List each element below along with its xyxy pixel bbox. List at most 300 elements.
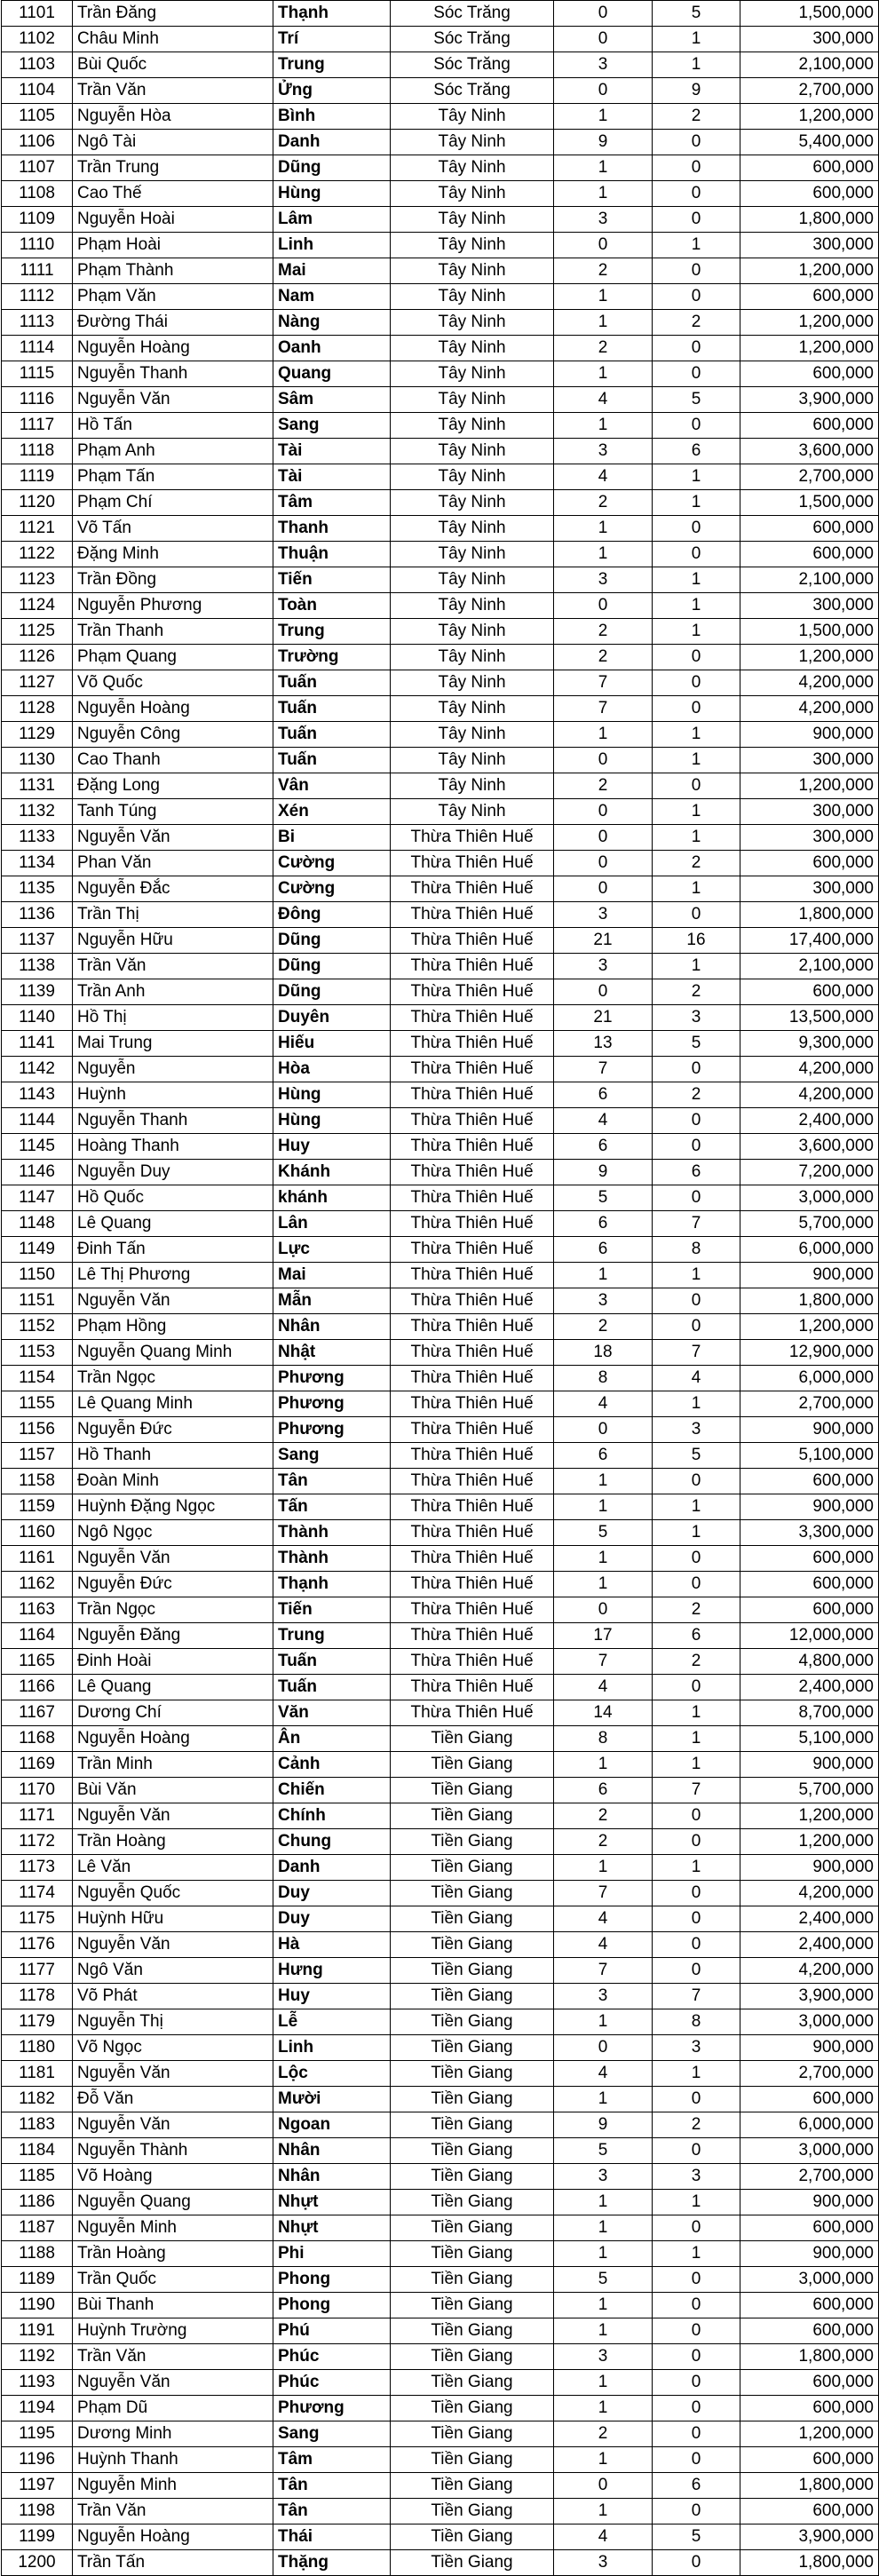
- table-row: [2, 2447, 879, 2473]
- amount-cell: 3,600,000: [740, 439, 879, 464]
- table-row: [2, 1623, 879, 1649]
- given-name-cell: Lễ: [273, 2009, 391, 2035]
- count-a-cell: 2: [554, 1829, 653, 1855]
- province-cell: Tiền Giang: [391, 2267, 554, 2293]
- surname-cell: Huỳnh Hữu: [73, 1906, 273, 1932]
- surname-cell: Nguyễn Văn: [73, 825, 273, 851]
- province-cell: Thừa Thiên Huế: [391, 1417, 554, 1443]
- count-a-cell: 1: [554, 2009, 653, 2035]
- table-row: [2, 1520, 879, 1546]
- table-row: [2, 1726, 879, 1752]
- given-name-cell: Toàn: [273, 593, 391, 619]
- count-a-cell: 7: [554, 1649, 653, 1675]
- count-a-cell: 2: [554, 336, 653, 361]
- count-b-cell: 7: [653, 1340, 740, 1366]
- province-cell: Thừa Thiên Huế: [391, 1623, 554, 1649]
- given-name-cell: Nhân: [273, 2164, 391, 2190]
- stt-cell: 1142: [2, 1057, 73, 1082]
- province-cell: Thừa Thiên Huế: [391, 1237, 554, 1263]
- stt-cell: 1111: [2, 258, 73, 284]
- amount-cell: 2,400,000: [740, 1906, 879, 1932]
- amount-cell: 600,000: [740, 2215, 879, 2241]
- province-cell: Tiền Giang: [391, 2087, 554, 2112]
- province-cell: Tây Ninh: [391, 645, 554, 670]
- stt-cell: 1139: [2, 979, 73, 1005]
- table-row: [2, 2087, 879, 2112]
- stt-cell: 1126: [2, 645, 73, 670]
- surname-cell: Đặng Long: [73, 773, 273, 799]
- table-row: [2, 1752, 879, 1778]
- count-b-cell: 3: [653, 1005, 740, 1031]
- count-a-cell: 4: [554, 2524, 653, 2550]
- surname-cell: Châu Minh: [73, 27, 273, 52]
- count-a-cell: 9: [554, 1160, 653, 1185]
- province-cell: Tiền Giang: [391, 1726, 554, 1752]
- table-row: [2, 1906, 879, 1932]
- province-cell: Tiền Giang: [391, 1906, 554, 1932]
- surname-cell: Phạm Hồng: [73, 1314, 273, 1340]
- count-b-cell: 6: [653, 2473, 740, 2499]
- count-b-cell: 1: [653, 748, 740, 773]
- given-name-cell: Mẫn: [273, 1288, 391, 1314]
- surname-cell: Nguyễn Quang Minh: [73, 1340, 273, 1366]
- surname-cell: Trần Đăng: [73, 1, 273, 27]
- count-b-cell: 1: [653, 1391, 740, 1417]
- amount-cell: 6,000,000: [740, 2112, 879, 2138]
- surname-cell: Ngô Văn: [73, 1958, 273, 1984]
- count-a-cell: 2: [554, 1314, 653, 1340]
- surname-cell: Huỳnh Trường: [73, 2318, 273, 2344]
- count-b-cell: 1: [653, 1700, 740, 1726]
- amount-cell: 2,700,000: [740, 464, 879, 490]
- given-name-cell: Huy: [273, 1134, 391, 1160]
- count-b-cell: 8: [653, 1237, 740, 1263]
- amount-cell: 2,700,000: [740, 2061, 879, 2087]
- count-a-cell: 0: [554, 78, 653, 104]
- surname-cell: Hồ Thị: [73, 1005, 273, 1031]
- count-b-cell: 0: [653, 542, 740, 567]
- table-row: [2, 27, 879, 52]
- table-row: [2, 1469, 879, 1494]
- count-b-cell: 0: [653, 516, 740, 542]
- surname-cell: Võ Ngọc: [73, 2035, 273, 2061]
- stt-cell: 1194: [2, 2396, 73, 2421]
- given-name-cell: Văn: [273, 1700, 391, 1726]
- count-a-cell: 4: [554, 1932, 653, 1958]
- amount-cell: 300,000: [740, 799, 879, 825]
- stt-cell: 1105: [2, 104, 73, 130]
- stt-cell: 1187: [2, 2215, 73, 2241]
- province-cell: Thừa Thiên Huế: [391, 1288, 554, 1314]
- province-cell: Tây Ninh: [391, 696, 554, 722]
- amount-cell: 5,100,000: [740, 1443, 879, 1469]
- surname-cell: Phạm Dũ: [73, 2396, 273, 2421]
- surname-cell: Nguyễn Hoàng: [73, 1726, 273, 1752]
- table-row: [2, 1314, 879, 1340]
- table-row: [2, 387, 879, 413]
- amount-cell: 2,100,000: [740, 954, 879, 979]
- count-a-cell: 1: [554, 2370, 653, 2396]
- count-a-cell: 5: [554, 1185, 653, 1211]
- surname-cell: Nguyễn Hoàng: [73, 336, 273, 361]
- given-name-cell: Vân: [273, 773, 391, 799]
- table-row: [2, 799, 879, 825]
- count-b-cell: 0: [653, 2344, 740, 2370]
- count-a-cell: 4: [554, 387, 653, 413]
- province-cell: Tây Ninh: [391, 464, 554, 490]
- count-a-cell: 2: [554, 1803, 653, 1829]
- count-a-cell: 4: [554, 464, 653, 490]
- surname-cell: Võ Quốc: [73, 670, 273, 696]
- stt-cell: 1151: [2, 1288, 73, 1314]
- surname-cell: Nguyễn Thanh: [73, 361, 273, 387]
- stt-cell: 1112: [2, 284, 73, 310]
- table-row: [2, 825, 879, 851]
- province-cell: Tây Ninh: [391, 130, 554, 155]
- table-row: [2, 1, 879, 27]
- table-row: [2, 2524, 879, 2550]
- province-cell: Thừa Thiên Huế: [391, 1263, 554, 1288]
- surname-cell: Phạm Chí: [73, 490, 273, 516]
- stt-cell: 1118: [2, 439, 73, 464]
- province-cell: Thừa Thiên Huế: [391, 928, 554, 954]
- amount-cell: 300,000: [740, 748, 879, 773]
- surname-cell: Trần Văn: [73, 2499, 273, 2524]
- given-name-cell: Thanh: [273, 516, 391, 542]
- given-name-cell: Sang: [273, 2421, 391, 2447]
- table-row: [2, 1057, 879, 1082]
- stt-cell: 1132: [2, 799, 73, 825]
- province-cell: Tiền Giang: [391, 2009, 554, 2035]
- amount-cell: 1,200,000: [740, 645, 879, 670]
- province-cell: Thừa Thiên Huế: [391, 1391, 554, 1417]
- surname-cell: Nguyễn Minh: [73, 2215, 273, 2241]
- amount-cell: 3,000,000: [740, 2267, 879, 2293]
- stt-cell: 1115: [2, 361, 73, 387]
- table-row: [2, 1005, 879, 1031]
- stt-cell: 1110: [2, 233, 73, 258]
- given-name-cell: Thạnh: [273, 1572, 391, 1597]
- table-row: [2, 542, 879, 567]
- table-row: [2, 464, 879, 490]
- count-a-cell: 6: [554, 1237, 653, 1263]
- count-a-cell: 1: [554, 2447, 653, 2473]
- table-row: [2, 1108, 879, 1134]
- count-a-cell: 0: [554, 876, 653, 902]
- given-name-cell: Chung: [273, 1829, 391, 1855]
- amount-cell: 600,000: [740, 851, 879, 876]
- province-cell: Thừa Thiên Huế: [391, 1675, 554, 1700]
- given-name-cell: Tuấn: [273, 696, 391, 722]
- count-b-cell: 0: [653, 1134, 740, 1160]
- table-row: [2, 361, 879, 387]
- amount-cell: 5,700,000: [740, 1778, 879, 1803]
- amount-cell: 900,000: [740, 1417, 879, 1443]
- count-a-cell: 0: [554, 1597, 653, 1623]
- province-cell: Tây Ninh: [391, 722, 554, 748]
- count-a-cell: 0: [554, 1, 653, 27]
- amount-cell: 600,000: [740, 2318, 879, 2344]
- count-a-cell: 21: [554, 928, 653, 954]
- given-name-cell: Trung: [273, 52, 391, 78]
- amount-cell: 900,000: [740, 1494, 879, 1520]
- count-b-cell: 1: [653, 825, 740, 851]
- count-b-cell: 0: [653, 130, 740, 155]
- count-b-cell: 0: [653, 1958, 740, 1984]
- province-cell: Tây Ninh: [391, 748, 554, 773]
- count-a-cell: 7: [554, 670, 653, 696]
- count-a-cell: 6: [554, 1134, 653, 1160]
- province-cell: Tiền Giang: [391, 2396, 554, 2421]
- table-row: [2, 1932, 879, 1958]
- stt-cell: 1127: [2, 670, 73, 696]
- amount-cell: 600,000: [740, 2293, 879, 2318]
- table-row: [2, 1288, 879, 1314]
- count-b-cell: 3: [653, 1417, 740, 1443]
- table-row: [2, 928, 879, 954]
- stt-cell: 1141: [2, 1031, 73, 1057]
- count-a-cell: 3: [554, 1288, 653, 1314]
- count-b-cell: 1: [653, 2190, 740, 2215]
- amount-cell: 5,400,000: [740, 130, 879, 155]
- province-cell: Tây Ninh: [391, 593, 554, 619]
- count-b-cell: 1: [653, 593, 740, 619]
- surname-cell: Trần Ngọc: [73, 1597, 273, 1623]
- surname-cell: Nguyễn Hòa: [73, 104, 273, 130]
- stt-cell: 1101: [2, 1, 73, 27]
- amount-cell: 600,000: [740, 181, 879, 207]
- count-a-cell: 0: [554, 1417, 653, 1443]
- count-a-cell: 7: [554, 696, 653, 722]
- given-name-cell: Trung: [273, 1623, 391, 1649]
- province-cell: Thừa Thiên Huế: [391, 1494, 554, 1520]
- province-cell: Tây Ninh: [391, 773, 554, 799]
- table-row: [2, 979, 879, 1005]
- given-name-cell: Tâm: [273, 2447, 391, 2473]
- count-b-cell: 1: [653, 52, 740, 78]
- surname-cell: Lê Quang: [73, 1211, 273, 1237]
- province-cell: Thừa Thiên Huế: [391, 1546, 554, 1572]
- surname-cell: Hồ Tấn: [73, 413, 273, 439]
- count-b-cell: 6: [653, 1160, 740, 1185]
- surname-cell: Nguyễn Đức: [73, 1572, 273, 1597]
- stt-cell: 1193: [2, 2370, 73, 2396]
- table-row: [2, 773, 879, 799]
- province-cell: Tây Ninh: [391, 516, 554, 542]
- given-name-cell: Nam: [273, 284, 391, 310]
- count-b-cell: 0: [653, 670, 740, 696]
- count-b-cell: 2: [653, 104, 740, 130]
- given-name-cell: Tuấn: [273, 670, 391, 696]
- count-b-cell: 0: [653, 2138, 740, 2164]
- given-name-cell: Cảnh: [273, 1752, 391, 1778]
- count-b-cell: 1: [653, 619, 740, 645]
- table-row: [2, 78, 879, 104]
- count-a-cell: 3: [554, 954, 653, 979]
- given-name-cell: Cường: [273, 851, 391, 876]
- table-row: [2, 1160, 879, 1185]
- count-a-cell: 2: [554, 619, 653, 645]
- table-row: [2, 1546, 879, 1572]
- table-row: [2, 1984, 879, 2009]
- given-name-cell: Cường: [273, 876, 391, 902]
- surname-cell: Lê Quang: [73, 1675, 273, 1700]
- count-b-cell: 0: [653, 1829, 740, 1855]
- count-a-cell: 9: [554, 130, 653, 155]
- stt-cell: 1134: [2, 851, 73, 876]
- count-b-cell: 7: [653, 1778, 740, 1803]
- given-name-cell: Trường: [273, 645, 391, 670]
- amount-cell: 1,200,000: [740, 1314, 879, 1340]
- count-a-cell: 1: [554, 413, 653, 439]
- count-a-cell: 2: [554, 258, 653, 284]
- table-row: [2, 233, 879, 258]
- surname-cell: Bùi Văn: [73, 1778, 273, 1803]
- count-b-cell: 1: [653, 1494, 740, 1520]
- count-a-cell: 1: [554, 1494, 653, 1520]
- amount-cell: 1,800,000: [740, 2550, 879, 2576]
- province-cell: Thừa Thiên Huế: [391, 1108, 554, 1134]
- stt-cell: 1153: [2, 1340, 73, 1366]
- amount-cell: 4,200,000: [740, 1958, 879, 1984]
- count-a-cell: 1: [554, 310, 653, 336]
- amount-cell: 2,400,000: [740, 1932, 879, 1958]
- count-a-cell: 3: [554, 439, 653, 464]
- given-name-cell: Huy: [273, 1984, 391, 2009]
- province-cell: Tiền Giang: [391, 2035, 554, 2061]
- count-b-cell: 0: [653, 336, 740, 361]
- surname-cell: Đinh Tấn: [73, 1237, 273, 1263]
- table-row: [2, 207, 879, 233]
- stt-cell: 1158: [2, 1469, 73, 1494]
- surname-cell: Nguyễn Văn: [73, 1803, 273, 1829]
- given-name-cell: Tài: [273, 464, 391, 490]
- given-name-cell: Khánh: [273, 1160, 391, 1185]
- given-name-cell: Phong: [273, 2267, 391, 2293]
- surname-cell: Nguyễn Thành: [73, 2138, 273, 2164]
- count-b-cell: 0: [653, 2396, 740, 2421]
- count-b-cell: 3: [653, 2164, 740, 2190]
- province-cell: Tây Ninh: [391, 284, 554, 310]
- count-b-cell: 0: [653, 1546, 740, 1572]
- count-b-cell: 0: [653, 284, 740, 310]
- amount-cell: 900,000: [740, 722, 879, 748]
- count-b-cell: 0: [653, 155, 740, 181]
- province-cell: Tây Ninh: [391, 361, 554, 387]
- amount-cell: 900,000: [740, 2241, 879, 2267]
- province-cell: Tiền Giang: [391, 2499, 554, 2524]
- province-cell: Sóc Trăng: [391, 27, 554, 52]
- count-b-cell: 0: [653, 1803, 740, 1829]
- table-row: [2, 670, 879, 696]
- count-a-cell: 1: [554, 361, 653, 387]
- count-b-cell: 2: [653, 851, 740, 876]
- amount-cell: 2,400,000: [740, 1675, 879, 1700]
- given-name-cell: Danh: [273, 130, 391, 155]
- amount-cell: 4,200,000: [740, 1881, 879, 1906]
- stt-cell: 1131: [2, 773, 73, 799]
- stt-cell: 1133: [2, 825, 73, 851]
- stt-cell: 1144: [2, 1108, 73, 1134]
- surname-cell: Lê Văn: [73, 1855, 273, 1881]
- count-b-cell: 0: [653, 2087, 740, 2112]
- given-name-cell: Tân: [273, 2499, 391, 2524]
- given-name-cell: Ngoan: [273, 2112, 391, 2138]
- surname-cell: Trần Anh: [73, 979, 273, 1005]
- count-a-cell: 7: [554, 1057, 653, 1082]
- count-b-cell: 1: [653, 1752, 740, 1778]
- stt-cell: 1177: [2, 1958, 73, 1984]
- province-cell: Tây Ninh: [391, 490, 554, 516]
- surname-cell: Ngô Tài: [73, 130, 273, 155]
- count-a-cell: 0: [554, 233, 653, 258]
- count-a-cell: 6: [554, 1778, 653, 1803]
- count-a-cell: 1: [554, 2318, 653, 2344]
- province-cell: Thừa Thiên Huế: [391, 1005, 554, 1031]
- table-row: [2, 1443, 879, 1469]
- given-name-cell: Tân: [273, 1469, 391, 1494]
- amount-cell: 600,000: [740, 1469, 879, 1494]
- count-b-cell: 0: [653, 1932, 740, 1958]
- province-cell: Tây Ninh: [391, 181, 554, 207]
- amount-cell: 5,700,000: [740, 1211, 879, 1237]
- count-a-cell: 1: [554, 2499, 653, 2524]
- province-cell: Tiền Giang: [391, 1855, 554, 1881]
- amount-cell: 7,200,000: [740, 1160, 879, 1185]
- given-name-cell: Linh: [273, 2035, 391, 2061]
- province-cell: Thừa Thiên Huế: [391, 1134, 554, 1160]
- province-cell: Thừa Thiên Huế: [391, 1160, 554, 1185]
- province-cell: Thừa Thiên Huế: [391, 851, 554, 876]
- surname-cell: Đinh Hoài: [73, 1649, 273, 1675]
- amount-cell: 600,000: [740, 542, 879, 567]
- table-row: [2, 1211, 879, 1237]
- count-a-cell: 1: [554, 2215, 653, 2241]
- count-a-cell: 3: [554, 1984, 653, 2009]
- province-cell: Thừa Thiên Huế: [391, 1597, 554, 1623]
- amount-cell: 3,000,000: [740, 2138, 879, 2164]
- amount-cell: 1,200,000: [740, 1829, 879, 1855]
- amount-cell: 1,200,000: [740, 336, 879, 361]
- province-cell: Tiền Giang: [391, 2215, 554, 2241]
- count-b-cell: 8: [653, 2009, 740, 2035]
- stt-cell: 1169: [2, 1752, 73, 1778]
- given-name-cell: Nhựt: [273, 2190, 391, 2215]
- table-row: [2, 1829, 879, 1855]
- table-row: [2, 902, 879, 928]
- surname-cell: Trần Thị: [73, 902, 273, 928]
- count-a-cell: 4: [554, 1675, 653, 1700]
- given-name-cell: Dũng: [273, 928, 391, 954]
- given-name-cell: Nhựt: [273, 2215, 391, 2241]
- surname-cell: Võ Tấn: [73, 516, 273, 542]
- surname-cell: Nguyễn Công: [73, 722, 273, 748]
- count-a-cell: 3: [554, 2550, 653, 2576]
- amount-cell: 1,200,000: [740, 1803, 879, 1829]
- table-row: [2, 748, 879, 773]
- table-row: [2, 2138, 879, 2164]
- surname-cell: Đoàn Minh: [73, 1469, 273, 1494]
- stt-cell: 1165: [2, 1649, 73, 1675]
- table-row: [2, 1649, 879, 1675]
- count-a-cell: 1: [554, 1572, 653, 1597]
- count-b-cell: 0: [653, 645, 740, 670]
- province-cell: Tiền Giang: [391, 2293, 554, 2318]
- table-row: [2, 258, 879, 284]
- surname-cell: Phạm Thành: [73, 258, 273, 284]
- count-b-cell: 1: [653, 2061, 740, 2087]
- amount-cell: 900,000: [740, 1263, 879, 1288]
